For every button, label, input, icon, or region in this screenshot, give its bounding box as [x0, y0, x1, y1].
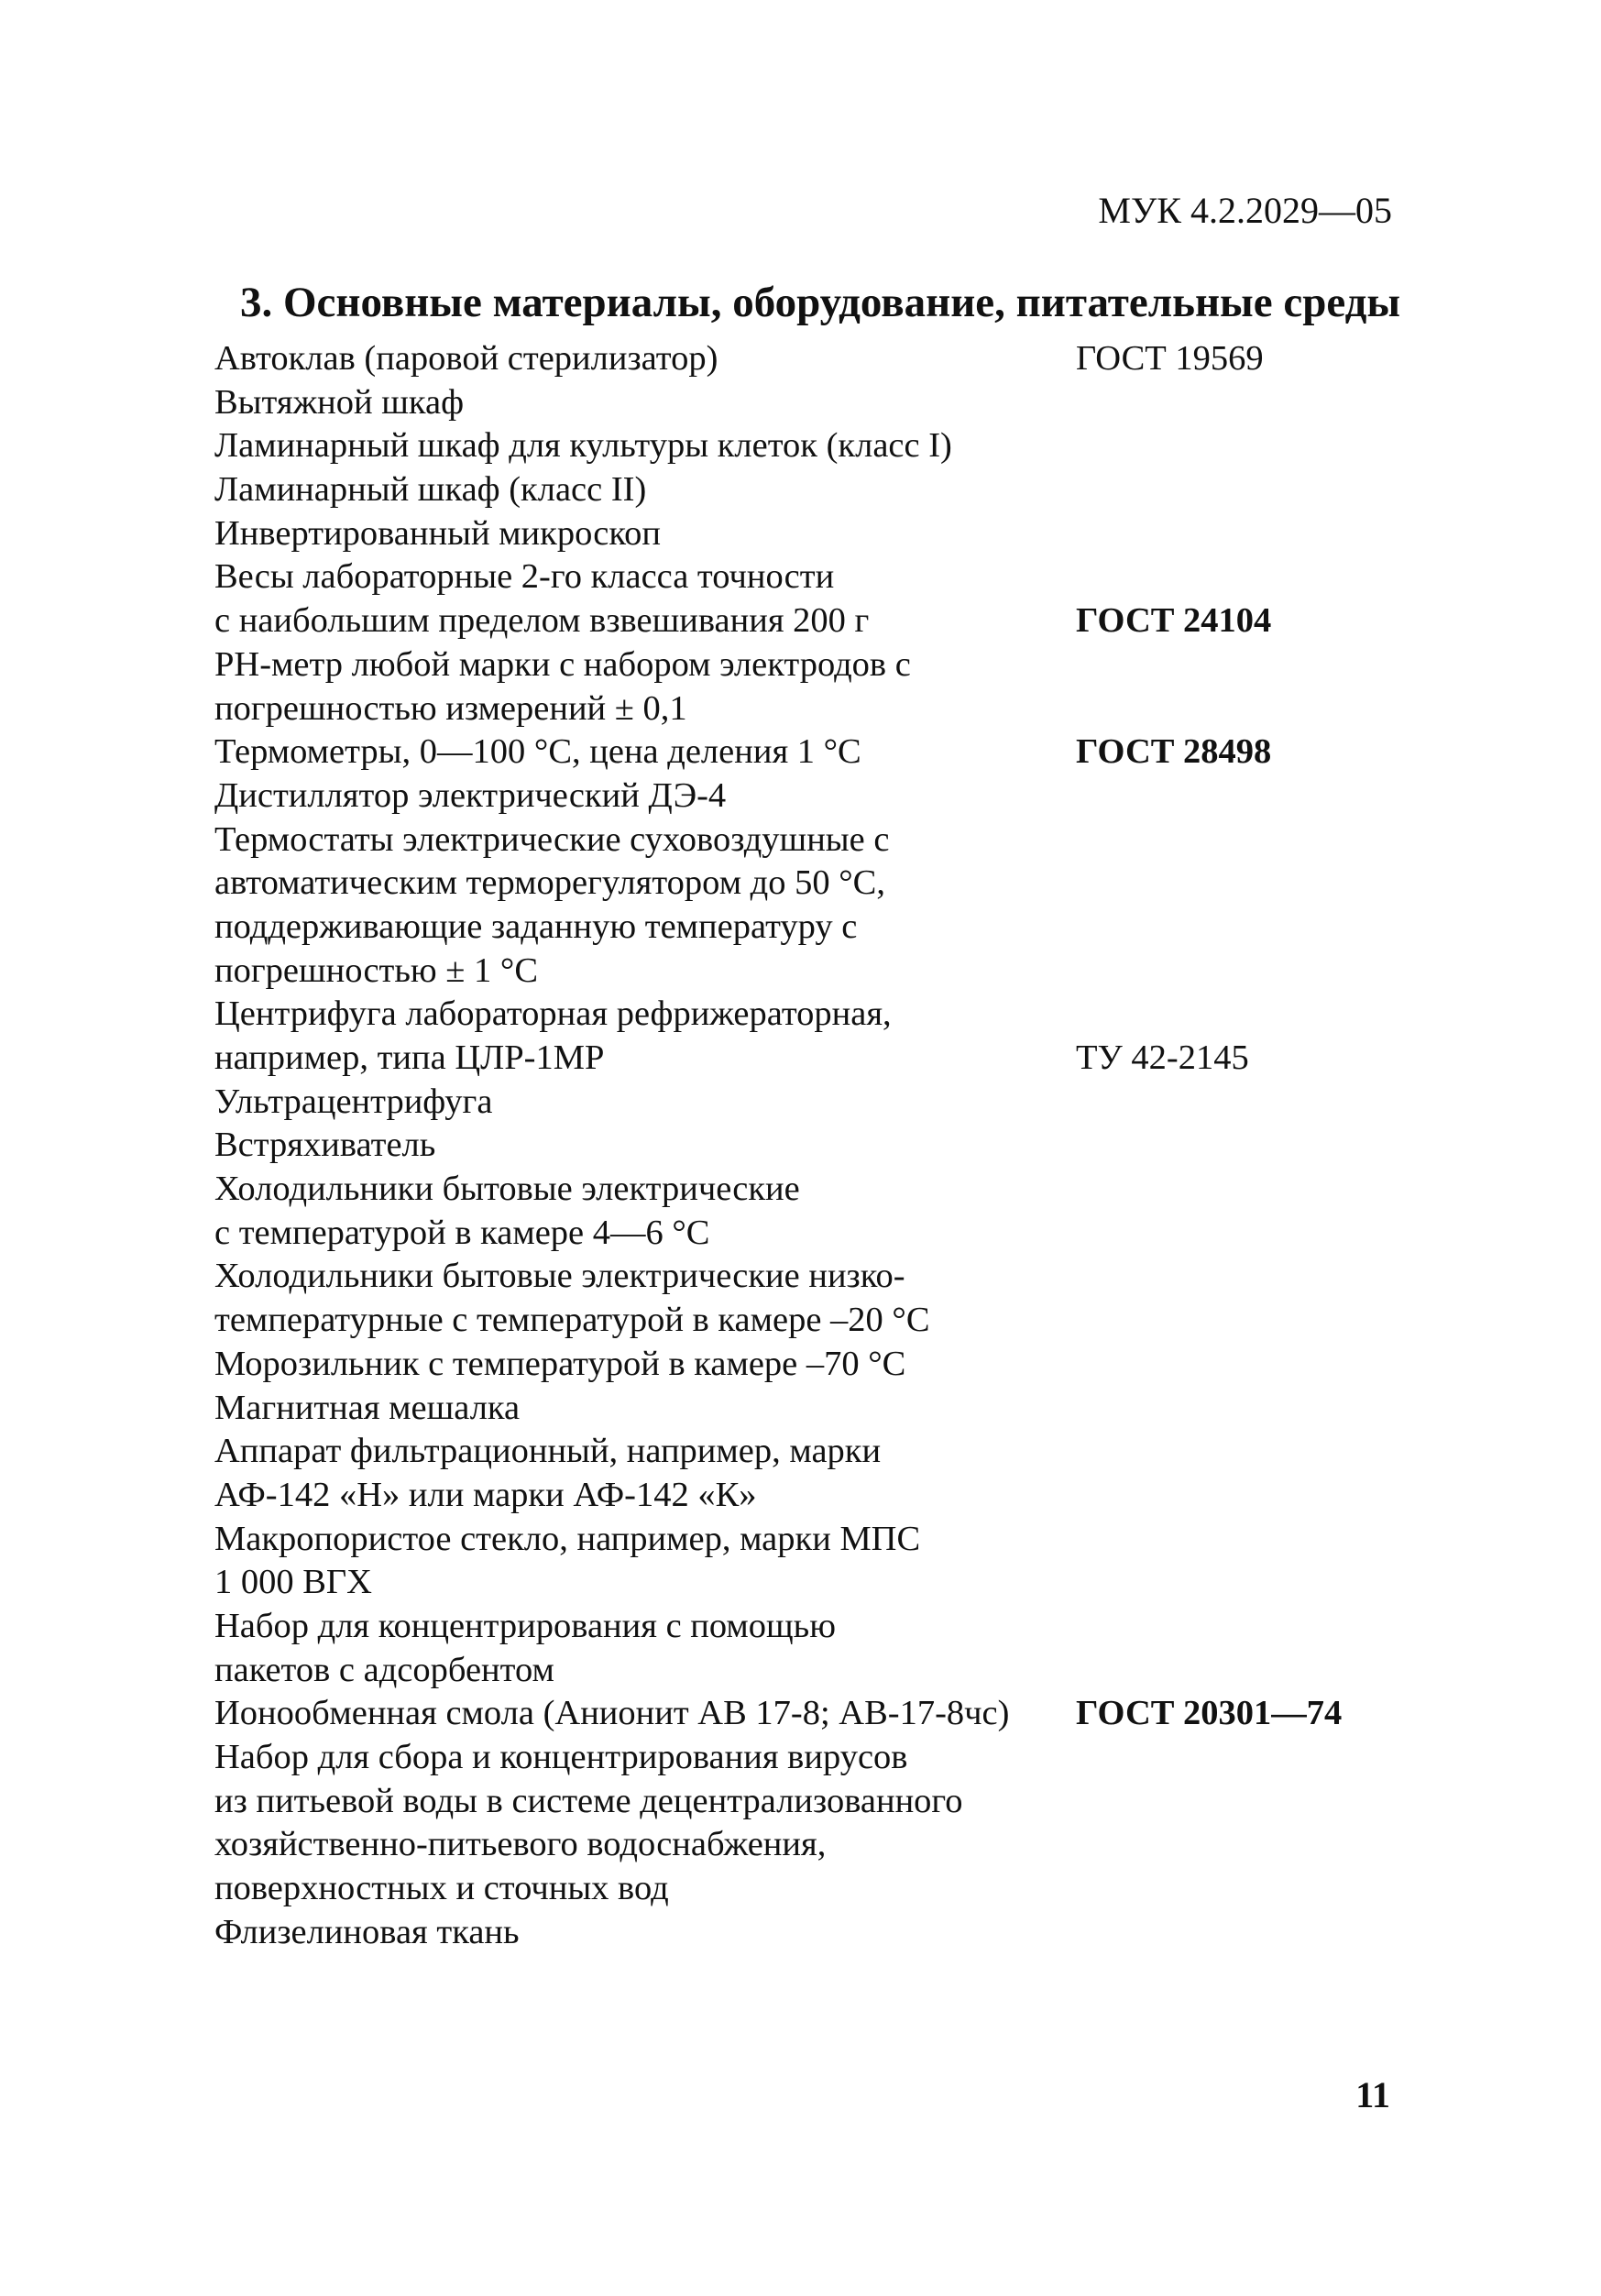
- equipment-row: [214, 1911, 1406, 1955]
- equipment-row: [214, 1736, 1406, 1780]
- equipment-row: [214, 1387, 1406, 1431]
- equipment-name: Набор для сбора и концентрирования вирусов: [214, 1738, 908, 1776]
- equipment-row: [214, 687, 1406, 731]
- equipment-row: [214, 1299, 1406, 1343]
- equipment-name: PH-метр любой марки с набором электродов с: [214, 644, 911, 684]
- equipment-name: Термометры, 0—100 °C, цена деления 1 °C: [214, 732, 861, 772]
- equipment-row: [214, 1649, 1406, 1693]
- equipment-row: [214, 1081, 1406, 1125]
- equipment-row: [214, 1343, 1406, 1387]
- equipment-row: [214, 555, 1406, 599]
- equipment-standard: ГОСТ 28498: [1076, 732, 1272, 772]
- equipment-row: [214, 993, 1406, 1037]
- equipment-name: Дистиллятор электрический ДЭ-4: [214, 775, 727, 815]
- equipment-name: Холодильники бытовые электрические низко-: [214, 1257, 905, 1296]
- equipment-row: [214, 424, 1406, 468]
- equipment-row: [214, 1692, 1406, 1736]
- equipment-row: [214, 774, 1406, 818]
- equipment-name: Весы лабораторные 2-го класса точности: [214, 557, 835, 597]
- equipment-name: Магнитная мешалка: [214, 1388, 521, 1427]
- equipment-row: [214, 1255, 1406, 1299]
- equipment-name: Ультрацентрифуга: [214, 1082, 493, 1121]
- equipment-row: [214, 1430, 1406, 1474]
- equipment-name: Ионообменная смола (Анионит АВ 17-8; АВ-17-8чс): [214, 1694, 1010, 1733]
- equipment-row: [214, 862, 1406, 906]
- equipment-name: 1 000 ВГХ: [214, 1563, 372, 1602]
- equipment-name: температурные с температурой в камере –20 °C: [214, 1301, 930, 1340]
- equipment-name: поверхностных и сточных вод: [214, 1869, 669, 1908]
- equipment-name: Ламинарный шкаф (класс II): [214, 470, 647, 510]
- equipment-standard: ГОСТ 19569: [1076, 339, 1264, 378]
- equipment-row: [214, 1474, 1406, 1518]
- equipment-name: погрешностью измерений ± 0,1: [214, 688, 687, 728]
- equipment-name: Термостаты электрические суховоздушные с: [214, 819, 890, 859]
- equipment-row: [214, 643, 1406, 687]
- equipment-name: погрешностью ± 1 °C: [214, 950, 539, 990]
- equipment-row: [214, 1561, 1406, 1605]
- equipment-row: [214, 1518, 1406, 1562]
- equipment-name: автоматическим терморегулятором до 50 °C,: [214, 863, 885, 903]
- equipment-row: [214, 818, 1406, 862]
- equipment-name: Набор для концентрирования с помощью: [214, 1606, 836, 1645]
- equipment-name: пакетов с адсорбентом: [214, 1650, 554, 1689]
- equipment-row: [214, 1212, 1406, 1256]
- equipment-name: Холодильники бытовые электрические: [214, 1170, 800, 1209]
- equipment-row: [214, 1780, 1406, 1824]
- equipment-list: [214, 337, 1406, 1954]
- equipment-name: с наибольшим пределом взвешивания 200 г: [214, 601, 870, 641]
- equipment-name: Автоклав (паровой стерилизатор): [214, 339, 718, 378]
- equipment-row: [214, 906, 1406, 950]
- equipment-name: Встряхиватель: [214, 1126, 436, 1165]
- equipment-name: Центрифуга лабораторная рефрижераторная,: [214, 994, 892, 1034]
- equipment-row: [214, 599, 1406, 643]
- equipment-row: [214, 950, 1406, 994]
- equipment-name: Макропористое стекло, например, марки МПС: [214, 1519, 921, 1558]
- equipment-standard: ГОСТ 20301—74: [1076, 1694, 1343, 1733]
- equipment-name: Морозильник с температурой в камере –70 °C: [214, 1344, 906, 1383]
- equipment-row: [214, 1605, 1406, 1649]
- equipment-standard: ТУ 42-2145: [1076, 1038, 1249, 1077]
- equipment-name: АФ-142 «Н» или марки АФ-142 «К»: [214, 1475, 757, 1514]
- equipment-standard: ГОСТ 24104: [1076, 601, 1272, 641]
- equipment-row: [214, 337, 1406, 381]
- document-code: МУК 4.2.2029—05: [1098, 190, 1392, 231]
- equipment-name: с температурой в камере 4—6 °C: [214, 1213, 710, 1252]
- equipment-name: Ламинарный шкаф для культуры клеток (класс I): [214, 426, 952, 466]
- equipment-row: [214, 1037, 1406, 1081]
- equipment-name: хозяйственно-питьевого водоснабжения,: [214, 1825, 827, 1864]
- equipment-name: из питьевой воды в системе децентрализованного: [214, 1781, 963, 1820]
- equipment-row: [214, 731, 1406, 774]
- equipment-row: [214, 1823, 1406, 1867]
- equipment-name: Вытяжной шкаф: [214, 382, 465, 422]
- equipment-name: Флизелиновая ткань: [214, 1912, 520, 1951]
- equipment-name: поддерживающие заданную температуру с: [214, 906, 858, 946]
- page-number: 11: [1355, 2074, 1390, 2115]
- equipment-row: [214, 381, 1406, 425]
- equipment-row: [214, 468, 1406, 512]
- equipment-name: например, типа ЦЛР-1МР: [214, 1038, 605, 1077]
- section-title: 3. Основные материалы, оборудование, питательные среды: [240, 279, 1401, 326]
- equipment-row: [214, 1168, 1406, 1212]
- equipment-row: [214, 512, 1406, 556]
- equipment-name: Инвертированный микроскоп: [214, 513, 662, 553]
- equipment-row: [214, 1867, 1406, 1911]
- equipment-row: [214, 1124, 1406, 1168]
- equipment-name: Аппарат фильтрационный, например, марки: [214, 1432, 882, 1471]
